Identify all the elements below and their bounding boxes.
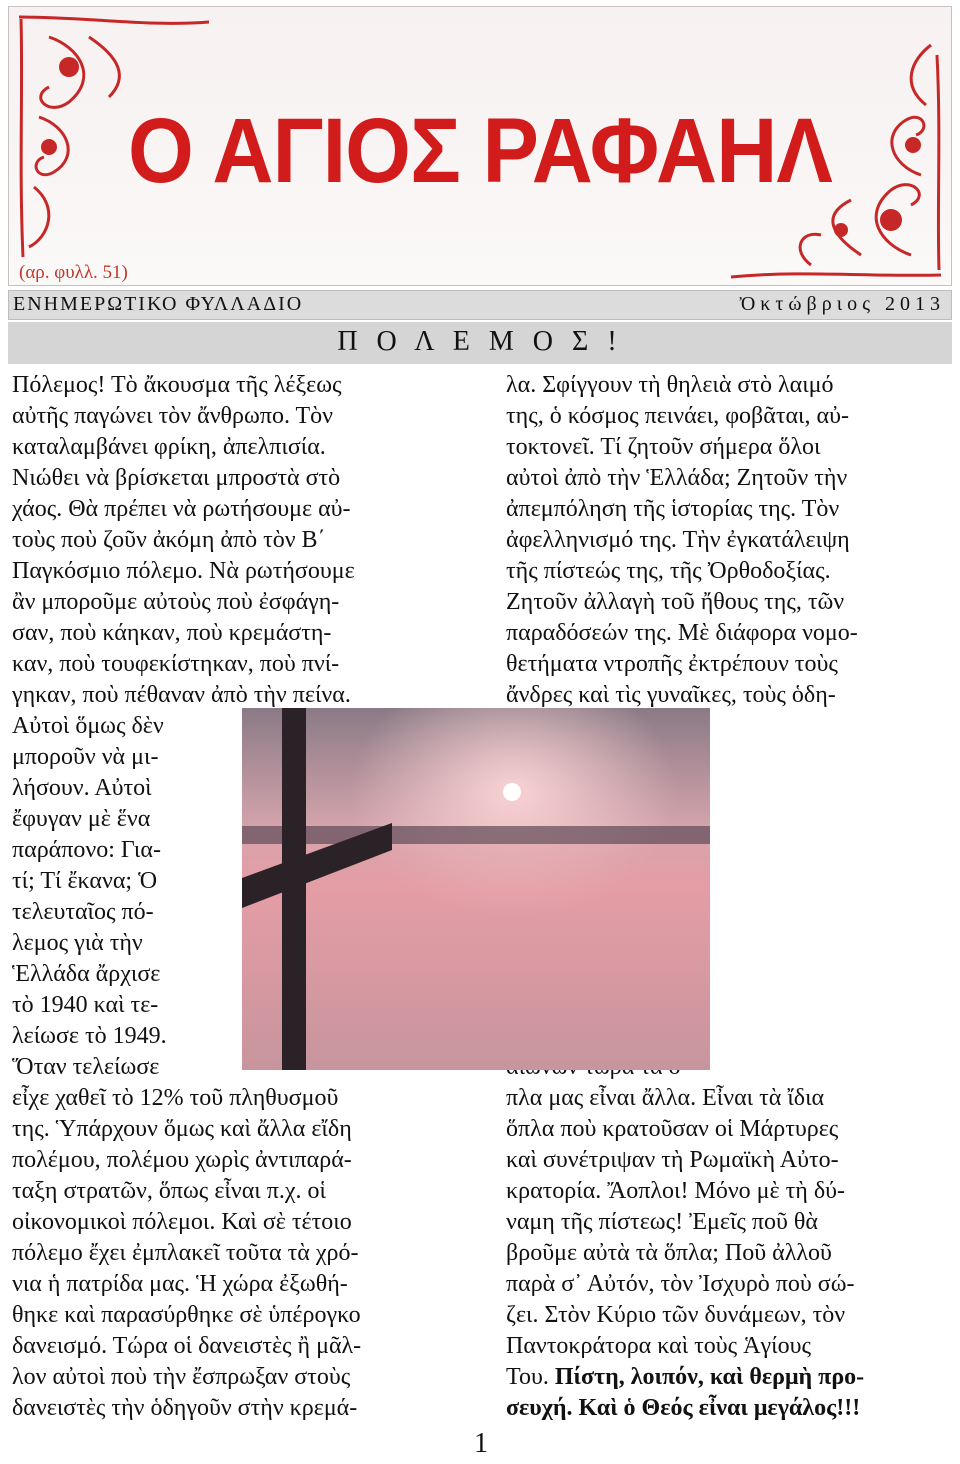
article-line: Ὅταν τελείωσε xyxy=(12,1054,160,1080)
article-line: Ζητοῦν ἀλλαγὴ τοῦ ἤθους της, τῶν xyxy=(506,589,845,615)
article-line: λα. Σφίγγουν τὴ θηλειὰ στὸ λαιμό xyxy=(506,372,834,398)
article-line: εἶχε χαθεῖ τὸ 12% τοῦ πληθυσμοῦ xyxy=(12,1085,339,1111)
article-line: αὐτῆς παγώνει τὸν ἄνθρωπο. Τὸν xyxy=(12,403,334,429)
article-line: ἄνδρες καὶ τὶς γυναῖκες, τοὺς ὁδη- xyxy=(506,682,836,708)
article-line: τί; Τί ἔκανα; Ὁ xyxy=(12,868,158,894)
issue-number: (αρ. φυλλ. 51) xyxy=(19,262,128,283)
cross-sunset-photo xyxy=(242,708,710,1070)
article-line: λον αὐτοὶ ποὺ τὴν ἔσπρωξαν στοὺς xyxy=(12,1364,351,1390)
article-closing-bold: σευχή. Καὶ ὁ Θεός εἶναι μεγάλος!!! xyxy=(506,1395,861,1421)
article-line: Νιώθει νὰ βρίσκεται μπροστὰ στὸ xyxy=(12,465,341,491)
article-line: δανεισμό. Τώρα οἱ δανειστὲς ἢ μᾶλ- xyxy=(12,1333,362,1359)
article-line: νια ἡ πατρίδα μας. Ἡ χώρα ἐξωθή- xyxy=(12,1271,348,1297)
article-heading-bar xyxy=(8,322,952,364)
article-line: θηκε καὶ παρασύρθηκε σὲ ὑπέρογκο xyxy=(12,1302,361,1328)
article-line: δανειστὲς τὴν ὁδηγοῦν στὴν κρεμά- xyxy=(12,1395,358,1421)
article-line: της, ὁ κόσμος πεινάει, φοβᾶται, αὐ- xyxy=(506,403,849,429)
masthead-banner xyxy=(8,6,952,286)
article-line: Παντοκράτορα καὶ τοὺς Ἁγίους xyxy=(506,1333,811,1359)
article-line: χάος. Θὰ πρέπει νὰ ρωτήσουμε αὐ- xyxy=(12,496,351,522)
article-line: θετήματα ντροπῆς ἐκτρέπουν τοὺς xyxy=(506,651,838,677)
article-line: κρατορία. Ἄοπλοι! Μόνο μὲ τὴ δύ- xyxy=(506,1178,845,1204)
page-number: 1 xyxy=(474,1428,488,1459)
article-line: Αὐτοὶ ὅμως δὲν xyxy=(12,713,164,739)
bulletin-label: ΕΝΗΜΕΡΩΤΙΚΟ ΦΥΛΛΑΔΙΟ xyxy=(13,293,304,315)
article-line: ταξη στρατῶν, ὅπως εἶναι π.χ. οἱ xyxy=(12,1178,326,1204)
article-line: παραδόσεών της. Μὲ διάφορα νομο- xyxy=(506,620,858,646)
article-line: πολέμου, πολέμου χωρὶς ἀντιπαρά- xyxy=(12,1147,352,1173)
article-line: ἔφυγαν μὲ ἕνα xyxy=(12,806,151,832)
article-line: μποροῦν νὰ μι- xyxy=(12,744,159,770)
article-line: της. Ὑπάρχουν ὅμως καὶ ἄλλα εἴδη xyxy=(12,1116,352,1142)
article-line: λείωσε τὸ 1949. xyxy=(12,1023,167,1049)
article-line: ἀφελληνισμό της. Τὴν ἐγκατάλειψη xyxy=(506,527,850,553)
article-line: τελευταῖος πό- xyxy=(12,899,154,925)
issue-date: Ὀκτώβριος 2013 xyxy=(739,293,945,315)
article-line: σαν, ποὺ κάηκαν, ποὺ κρεμάστη- xyxy=(12,620,332,646)
article-line: ναμη τῆς πίστεως! Ἐμεῖς ποῦ θὰ xyxy=(506,1209,818,1235)
article-line: Πόλεμος! Τὸ ἄκουσμα τῆς λέξεως xyxy=(12,372,342,398)
article-line: λεμος γιὰ τὴν xyxy=(12,930,143,956)
article-line: πόλεμο ἔχει ἐμπλακεῖ τοῦτα τὰ χρό- xyxy=(12,1240,359,1266)
article-line: αὐτοὶ ἀπὸ τὴν Ἑλλάδα; Ζητοῦν τὴν xyxy=(506,465,848,491)
article-line: παράπονο: Για- xyxy=(12,837,161,863)
article-line: βροῦμε αὐτὰ τὰ ὅπλα; Ποῦ ἀλλοῦ xyxy=(506,1240,832,1266)
article-line: τοὺς ποὺ ζοῦν ἀκόμη ἀπὸ τὸν Β΄ xyxy=(12,527,326,553)
article-closing-line xyxy=(506,1362,952,1393)
article-line: παρὰ σ᾽ Αὐτόν, τὸν Ἰσχυρὸ ποὺ σώ- xyxy=(506,1271,855,1297)
article-line: οἰκονομικοὶ πόλεμοι. Καὶ σὲ τέτοιο xyxy=(12,1209,352,1235)
article-line: καὶ συνέτριψαν τὴ Ρωμαϊκὴ Αὐτο- xyxy=(506,1147,839,1173)
article-line: τὸ 1940 καὶ τε- xyxy=(12,992,159,1018)
subheader-bar xyxy=(8,290,952,320)
article-line: ἀπεμπόληση τῆς ἱστορίας της. Τὸν xyxy=(506,496,840,522)
article-heading: Π Ο Λ Ε Μ Ο Σ ! xyxy=(337,326,623,357)
article-line: γηκαν, ποὺ πέθαναν ἀπὸ τὴν πείνα. xyxy=(12,682,351,708)
article-closing-plain: Του. xyxy=(506,1364,555,1390)
article-line: πλα μας εἶναι ἄλλα. Εἶναι τὰ ἴδια xyxy=(506,1085,825,1111)
article-line: καταλαμβάνει φρίκη, ἀπελπισία. xyxy=(12,434,326,460)
article-line: λήσουν. Αὐτοὶ xyxy=(12,775,152,801)
publication-title: Ο ΑΓΙΟΣ ΡΑΦΑΗΛ xyxy=(128,100,832,202)
article-line: τῆς πίστεώς της, τῆς Ὀρθοδοξίας. xyxy=(506,558,831,584)
article-line: ὅπλα ποὺ κρατοῦσαν οἱ Μάρτυρες xyxy=(506,1116,839,1142)
article-closing-bold: Πίστη, λοιπόν, καὶ θερμὴ προ- xyxy=(554,1364,865,1390)
article-line: καν, ποὺ τουφεκίστηκαν, ποὺ πνί- xyxy=(12,651,340,677)
article-line: ζει. Στὸν Κύριο τῶν δυνάμεων, τὸν xyxy=(506,1302,846,1328)
article-line: τοκτονεῖ. Τί ζητοῦν σήμερα ὅλοι xyxy=(506,434,821,460)
article-line: Ἑλλάδα ἄρχισε xyxy=(12,961,161,987)
article-line: ἂν μποροῦμε αὐτοὺς ποὺ ἐσφάγη- xyxy=(12,589,340,615)
article-line: Παγκόσμιο πόλεμο. Νὰ ρωτήσουμε xyxy=(12,558,355,584)
